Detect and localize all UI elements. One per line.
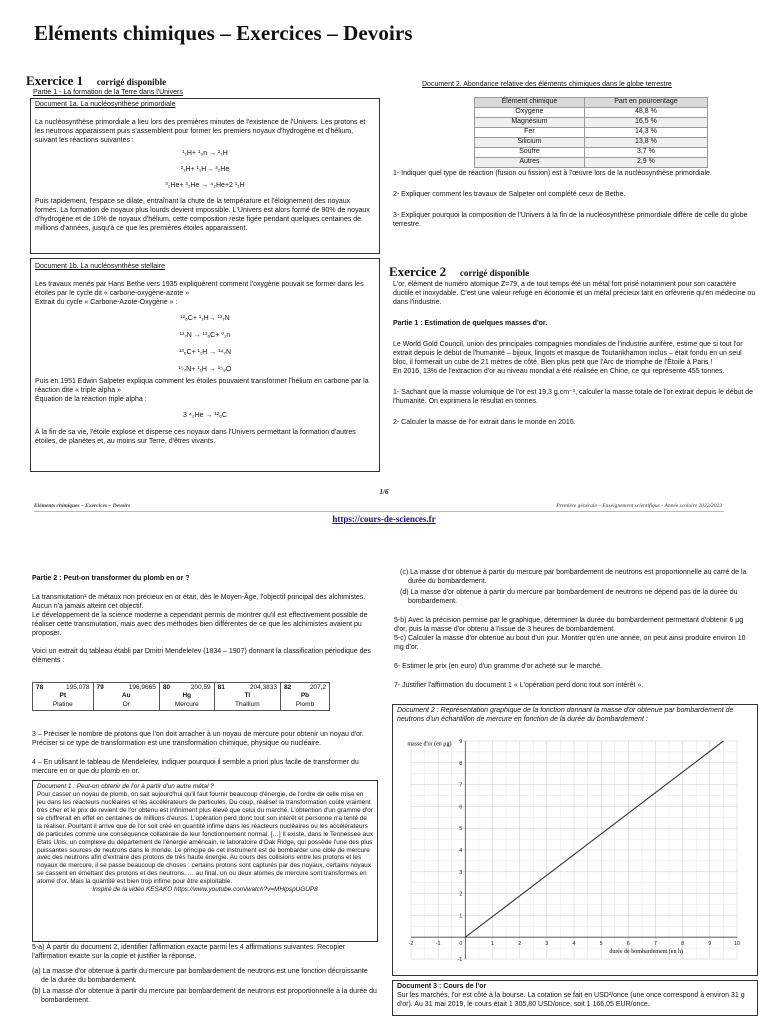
doc3-text: Sur les marchés, l'or est côté à la bourse. La cotation se fait en USD²/once (une once correspond à environ 31 g d'or). Au 31 mai 2019, le cours était 1 305,80 USD/once, soit 1 166,05 EUR/once. (397, 991, 745, 1008)
abundance-cell: 16,5 % (584, 117, 707, 127)
y-tick-label: 7 (459, 782, 463, 789)
footer-right: Première générale – Enseignement scientifique - Année scolaire 2022/2023 (556, 503, 722, 509)
page2-left (32, 575, 377, 666)
mass-vs-duration-chart (397, 733, 753, 973)
ex2-question-1: 1- Sachant que la masse volumique de l'or est 19,3 g.cm⁻³, calculer la masse totale de l'or extrait depuis le début de l'humanité. On exprimera le résultat en tonnes. (393, 388, 754, 405)
ex2-paragraph-1: Le World Gold Council, union des principales compagnies mondiales de l'industrie aurifère, estime que si tout l'or extrait depuis le début de l'humanité – bijoux, lingots et masque de Toutankhamon inclus – était fondu en un seul bloc, il formerait un cube de 21 mètres de côté. Bien plus petit que l'Arc de triomphe de l'Étoile à Paris ! (393, 340, 743, 366)
option-c: (c) La masse d'or obtenue à partir du mercure par bombardement de neutrons est proportionnelle au carré de la durée du bombardement. (400, 569, 747, 585)
exercise-2-title: Exercice 2 (389, 264, 447, 279)
doc3-title: Document 3 : Cours de l'or (397, 983, 487, 990)
doc3-box (392, 980, 758, 1016)
element-symbol: Hg (182, 692, 192, 700)
x-tick-label: 9 (708, 941, 712, 948)
ex2-paragraph-2: En 2016, 13% de l'extraction d'or au niveau mondial a été réalisée en Chine, ce qui représente 455 tonnes. (393, 367, 725, 375)
equation-6: ¹³₆C+ ¹₁H → ¹⁴₇N (178, 348, 231, 356)
abundance-cell: 14,3 % (584, 127, 707, 137)
option-b: (b) La masse d'or obtenue à partir du mercure par bombardement de neutrons est proportionnelle à la durée du bombardement. (32, 987, 377, 1004)
chart-x-label: durée de bombardement (en h) (609, 949, 683, 956)
x-tick-label: 8 (681, 941, 685, 948)
chart-ticks (409, 739, 741, 963)
mendeleev-cell-au (93, 683, 159, 711)
doc1-box (32, 780, 378, 942)
element-symbol: Au (121, 692, 131, 700)
y-tick-label: 1 (459, 913, 463, 920)
option-a: (a) La masse d'or obtenue à partir du mercure par bombardement de neutrons est une fonction décroissante de la durée du bombardement. (32, 967, 368, 984)
y-tick-label: 2 (459, 891, 463, 898)
site-link[interactable]: https://cours-de-sciences.fr (332, 514, 436, 524)
element-name: Plomb (295, 700, 315, 708)
equation-2: ²₁H+ ¹₁H→ ³₂He (180, 165, 230, 173)
doc2-title: Document 2. Abondance relative des éléments chimiques dans le globe terrestre (422, 81, 672, 88)
footer-left: Eléments chimiques – Exercices – Devoirs (34, 503, 131, 509)
y-tick-label: 9 (459, 739, 463, 745)
ex1-question-2: 2- Expliquer comment les travaux de Salpeter ont complété ceux de Bethe. (393, 190, 626, 198)
element-name: Or (122, 700, 130, 708)
page2-question-5a (32, 944, 377, 1006)
element-name: Mercure (174, 700, 199, 708)
abundance-table (474, 97, 708, 168)
element-symbol: Tl (244, 692, 251, 700)
doc2-graph-box (392, 704, 758, 976)
ex2-question-2: 2- Calculer la masse de l'or extrait dans le monde en 2016. (393, 418, 576, 426)
exercise-1-title: Exercice 1 (26, 73, 84, 88)
question-6: 6- Estimer le prix (en euro) d'un gramme d'or acheté sur le marché. (394, 662, 603, 670)
x-tick-label: 7 (653, 941, 658, 948)
question-5c: 5-c) Calculer la masse d'or obtenue au bout d'un jour. Montrer qu'en une année, on peut ainsi produire environ 10 mg d'or. (394, 634, 746, 651)
ex2-intro: L'or, élément de numéro atomique Z=79, a de tout temps été un métal fort prisé notamment pour son caractère ductile et inoxydable. C'est une valeur refuge en économie et un métal précieux tant en orfèvrerie qu'en médecine ou dans l'industrie. (393, 281, 756, 306)
atomic-mass: 207,2 (309, 684, 326, 691)
doc1a-paragraph-1: La nucléosynthèse primordiale a lieu lors des premières minutes de l'existence de l'Univers. Les protons et les neutrons apparaissent puis s'assemblent pour former les premiers noyaux d'hydrogène et d'hélium, suivant les réactions suivantes : (35, 118, 366, 144)
x-tick-label: 10 (733, 941, 741, 948)
doc1-title: Document 1 : Peut-on obtenir de l'or à partir d'un autre métal ? (37, 783, 214, 790)
question-4: 4 – En utilisant le tableau de Mendeleïev, indiquer pourquoi il semble a priori plus facile de transformer du mercure en or que du plomb en or. (32, 758, 359, 775)
partie2-intro-2: Le développement de la science moderne a cependant permis de montrer qu'il est effectivement possible de réaliser cette transmutation, mais avec des méthodes bien différentes de ce que les alchimistes avaient pu proposer. (32, 611, 368, 637)
y-tick-label: 5 (459, 826, 463, 833)
abundance-cell: Silicium (475, 137, 585, 147)
page-title: Eléments chimiques – Exercices – Devoirs (34, 21, 413, 45)
doc1b-paragraph-4: Équation de la réaction triple alpha : (35, 395, 147, 403)
abundance-cell: 3,7 % (584, 147, 707, 157)
mendeleev-cell-tl (214, 683, 280, 711)
equation-8: 3 ⁴₂He → ¹²₆C (183, 412, 227, 420)
question-5a: 5-a) À partir du document 2, identifier l'affirmation exacte parmi les 4 affirmations suivantes. Recopier l'affirmation exacte sur la copie et justifier la réponse. (32, 944, 346, 960)
element-symbol: Pb (300, 692, 310, 700)
abundance-cell: 13,8 % (584, 137, 707, 147)
option-d: (d) La masse d'or obtenue à partir du mercure par bombardement de neutrons ne dépend pas de la durée du bombardement. (400, 588, 738, 605)
x-tick-label: 1 (490, 941, 495, 948)
abundance-cell: 48,8 % (584, 107, 707, 117)
exercise-2-heading (389, 264, 529, 281)
ex1-partie1: Partie 1 - La formation de la Terre dans l'Univers (33, 89, 183, 96)
doc1b-paragraph-1: Les travaux menés par Hans Bethe vers 1935 expliquèrent comment l'oxygène pouvait se former dans les étoiles par le cycle dit « carbone-oxygène-azote » (35, 280, 364, 297)
abundance-cell: Soufre (475, 147, 585, 157)
atomic-number: 80 (162, 684, 171, 691)
ex2-partie1: Partie 1 : Estimation de quelques masses d'or. (393, 319, 548, 327)
atomic-mass: 195,078 (66, 684, 90, 691)
question-7: 7- Justifier l'affirmation du document 1 « L'opération perd donc tout son intérêt ». (394, 681, 644, 689)
mendeleev-cell-pb (281, 683, 330, 711)
y-tick-label: 4 (459, 848, 463, 854)
atomic-number: 82 (284, 684, 292, 691)
doc1a-title: Document 1a. La nucléosynthèse primordiale (35, 101, 176, 108)
element-name: Thallium (235, 700, 260, 708)
doc1-text: Pour casser un noyau de plomb, on sait aujourd'hui qu'il faut fournir beaucoup d'énergie, de l'ordre de celle mise en jeu dans les réacteurs nucléaires et les accélérateurs de particules. Du coup, réaliser la transformation coûte vraiment très cher et le prix de revient de l'or obtenu est infiniment plus élevé que celui du marché. L'obtention d'un gramme d'or se chiffrerait en effet en centaines de millions d'euros. L'opération perd donc tout son intérêt et personne n'a tenté de la réaliser. Pourtant il arrive que de l'or soit créé en quantité infime dans les réacteurs nucléaires ou les accélérateurs de particules comme une conséquence collatérale de leur fonctionnement normal. […] Il existe, dans le Tennessee aux Etats Unis, un complexe du département de l'énergie américain, le laboratoire d'Oak Ridge, qui possède l'une des plus puissantes sources de neutrons dans le monde. Le principe de cet instrument est de bombarder une cible de mercure avec des neutrons afin d'extraire des protons de très haute énergie. Au cours des collisions entre les protons et les noyaux de mercure, il se passe beaucoup de choses : certains protons sont capturés par des noyaux, certains noyaux se cassent en émettant des protons et des neutrons, … au final, un ou deux atomes de mercure sont transformés en atome d'or. Mais la quantité est bien trop infime pour être exploitable. (37, 790, 373, 886)
site-link-wrap (0, 514, 768, 526)
mendeleev-table (32, 682, 330, 711)
page-number: 1/6 (379, 488, 389, 496)
atomic-number: 81 (217, 684, 225, 691)
footer-divider (34, 511, 724, 512)
abundance-cell: 2,9 % (584, 157, 707, 167)
ex1-question-1: 1- Indiquer quel type de réaction (fusion ou fission) est à l'œuvre lors de la nucléosynthèse primordiale. (393, 170, 712, 177)
x-tick-label: 3 (545, 941, 549, 948)
doc1a-box (30, 98, 380, 254)
equation-7: ¹⁵₇N+ ¹₁H → ¹⁵₈O (178, 365, 232, 373)
element-symbol: Pt (59, 692, 67, 700)
exercise-1-corrige: corrigé disponible (96, 77, 167, 87)
abundance-header-element: Élément chimique (475, 98, 585, 108)
page2-questions-3-4 (32, 731, 377, 777)
x-tick-label: 2 (518, 941, 522, 948)
abundance-cell: Oxygène (475, 107, 585, 117)
chart-y-label: masse d'or (en μg) (407, 741, 452, 748)
exercise-1-heading (26, 73, 166, 90)
mendeleev-cell-pt (33, 683, 94, 711)
partie2-title: Partie 2 : Peut-on transformer du plomb en or ? (32, 575, 190, 582)
x-tick-label: 6 (626, 941, 630, 948)
atomic-number: 78 (36, 684, 44, 691)
partie2-intro-1: La transmutation¹ de métaux non précieux en or était, dès le Moyen-Âge, l'objectif principal des alchimistes. Aucun n'a jamais atteint cet objectif. (32, 593, 366, 610)
x-tick-label: -1 (435, 941, 441, 948)
page2-right (394, 569, 756, 691)
x-tick-label: 5 (599, 941, 603, 948)
doc1b-paragraph-5: À la fin de sa vie, l'étoile explose et disperse ces noyaux dans l'Univers permettant la formation d'autres étoiles, de planètes et, au moins sur Terre, d'êtres vivants. (35, 429, 356, 446)
atomic-mass: 196,9665 (128, 684, 156, 691)
abundance-cell: Magnésium (475, 117, 585, 127)
equation-3: ³₂He+ ³₂He → ⁴₂He+2 ¹₁H (165, 181, 245, 189)
equation-1: ¹₁H+ ¹₀n → ²₁H (182, 149, 228, 157)
abundance-header-percent: Part en pourcentage (584, 98, 707, 108)
doc1-source: Inspiré de la vidéo KESAKO https://www.youtube.com/watch?v=MHlpspUGUP8 (92, 886, 318, 894)
ex1-question-3: 3- Expliquer pourquoi la composition de l'Univers à la fin de la nucléosynthèse primordiale diffère de celle du globe terrestre. (393, 211, 748, 228)
question-5b: 5-b) Avec la précision permise par le graphique, déterminer la durée du bombardement permettant d'obtenir 6 μg d'or, puis la masse d'or obtenu à l'issue de 3 heures de bombardement. (394, 616, 744, 633)
origin-label: 0 (459, 941, 463, 948)
y-tick-label: -1 (457, 957, 463, 963)
ex1-questions (393, 170, 751, 230)
y-tick-label: 6 (459, 804, 463, 811)
mendeleev-cell-hg (159, 683, 214, 711)
atomic-mass: 200,59 (190, 684, 211, 691)
question-3: 3 – Préciser le nombre de protons que l'on doit arracher à un noyau de mercure pour obtenir un noyau d'or. Préciser si ce type de transformation est une transformation chimique, physique ou nucléaire. (32, 731, 364, 747)
atomic-number: 79 (96, 684, 104, 691)
doc1b-title: Document 1b. La nucléosynthèse stellaire (35, 263, 165, 270)
doc2-graph-title: Document 2 : Représentation graphique de la fonction donnant la masse d'or obtenue par bombardement de neutrons d'un échantillon de mercure en fonction de la durée du bombardement : (397, 707, 734, 723)
y-tick-label: 8 (459, 760, 463, 767)
doc1a-paragraph-2: Puis rapidement, l'espace se dilate, entraînant la chute de la température et l'éloignement des noyaux formés. La formation de noyaux plus lourds devient impossible. L'Univers est alors formé de 90% de noyaux d'hydrogène et de 10% de noyaux d'hélium, cette composition reste figée pendant quelques centaines de millions d'années, jusqu'à ce que les premières étoiles apparaissent. (35, 197, 370, 232)
abundance-cell: Autres (475, 157, 585, 167)
partie2-intro-3: Voici un extrait du tableau établi par Dmitri Mendeleïev (1834 – 1907) donnant la classification périodique des éléments : (32, 647, 371, 664)
doc1b-paragraph-3: Puis en 1951 Edwin Salpeter expliqua comment les étoiles pouvaient transformer l'hélium en carbone par la réaction dite « triple alpha » (35, 377, 369, 394)
equation-4: ¹²₆C+ ¹₁H→ ¹³₇N (180, 314, 230, 322)
equation-5: ¹³₇N → ¹³₆C+ ⁰₁n (179, 331, 231, 339)
abundance-cell: Fer (475, 127, 585, 137)
x-tick-label: 4 (572, 941, 576, 948)
atomic-mass: 204,3833 (249, 684, 278, 691)
ex2-content (393, 281, 758, 427)
doc1b-box (30, 258, 380, 472)
exercise-2-corrige: corrigé disponible (459, 268, 530, 278)
element-name: Platine (52, 700, 73, 708)
doc1b-paragraph-2: Extrait du cycle « Carbone-Azote-Oxygène » : (35, 298, 178, 306)
x-tick-label: -2 (408, 941, 414, 948)
y-tick-label: 3 (459, 869, 463, 876)
